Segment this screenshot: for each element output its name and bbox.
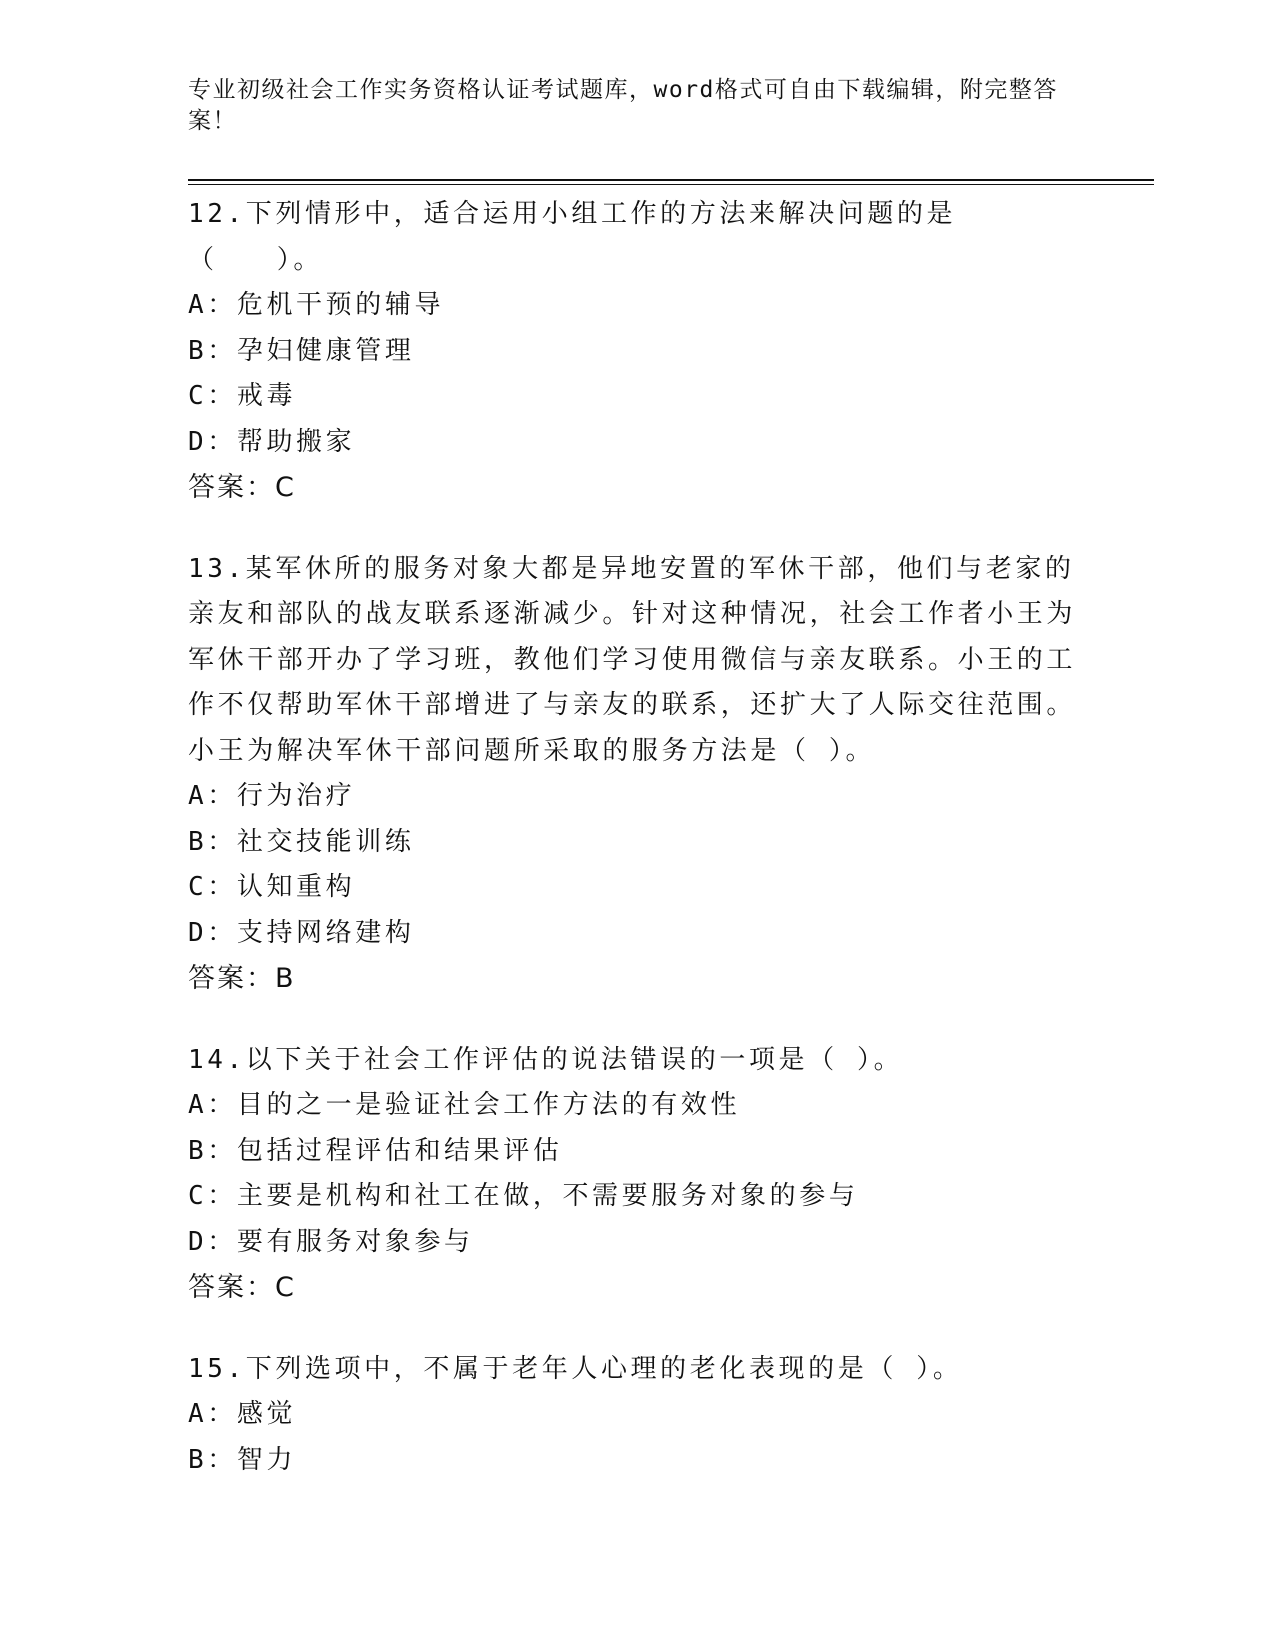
option-b: B：社交技能训练 bbox=[188, 826, 415, 857]
option-c: C：认知重构 bbox=[188, 872, 356, 902]
option-b: B：智力 bbox=[188, 1444, 297, 1475]
option-a: A：行为治疗 bbox=[188, 781, 356, 811]
option-b: B：包括过程评估和结果评估 bbox=[188, 1135, 563, 1166]
answer-line: 答案：C bbox=[188, 472, 296, 503]
header-divider-thin bbox=[188, 184, 1154, 185]
answer-line: 答案：C bbox=[188, 1272, 296, 1303]
document-header bbox=[188, 75, 1068, 137]
question-stem: 14.以下关于社会工作评估的说法错误的一项是（ ）。 bbox=[188, 1044, 904, 1075]
question-12 bbox=[188, 192, 1088, 511]
option-c: C：主要是机构和社工在做，不需要服务对象的参与 bbox=[188, 1181, 859, 1211]
option-d: D：帮助搬家 bbox=[188, 426, 356, 457]
option-a: A：感觉 bbox=[188, 1399, 297, 1429]
question-13 bbox=[188, 547, 1088, 1002]
option-d: D：要有服务对象参与 bbox=[188, 1226, 474, 1257]
question-14 bbox=[188, 1038, 1088, 1311]
question-stem: 13.某军休所的服务对象大都是异地安置的军休干部，他们与老家的亲友和部队的战友联系逐渐减少。针对这种情况，社会工作者小王为军休干部开办了学习班，教他们学习使用微信与亲友联系。小王的工作不仅帮助军休干部增进了与亲友的联系，还扩大了人际交往范围。小王为解决军休干部问题所采取的服务方法是（ ）。 bbox=[188, 553, 1077, 766]
option-a: A：危机干预的辅导 bbox=[188, 290, 445, 320]
answer-line: 答案：B bbox=[188, 963, 296, 994]
question-stem: 12.下列情形中，适合运用小组工作的方法来解决问题的是（ ）。 bbox=[188, 199, 957, 275]
option-d: D：支持网络建构 bbox=[188, 917, 415, 948]
option-b: B：孕妇健康管理 bbox=[188, 335, 415, 366]
option-a: A：目的之一是验证社会工作方法的有效性 bbox=[188, 1090, 741, 1120]
question-list bbox=[188, 192, 1088, 1519]
header-title: 专业初级社会工作实务资格认证考试题库，word格式可自由下载编辑，附完整答案！ bbox=[188, 77, 1058, 134]
question-stem: 15.下列选项中，不属于老年人心理的老化表现的是（ ）。 bbox=[188, 1353, 963, 1384]
question-15 bbox=[188, 1347, 1088, 1484]
header-divider-thick bbox=[188, 179, 1154, 181]
option-c: C：戒毒 bbox=[188, 381, 297, 411]
